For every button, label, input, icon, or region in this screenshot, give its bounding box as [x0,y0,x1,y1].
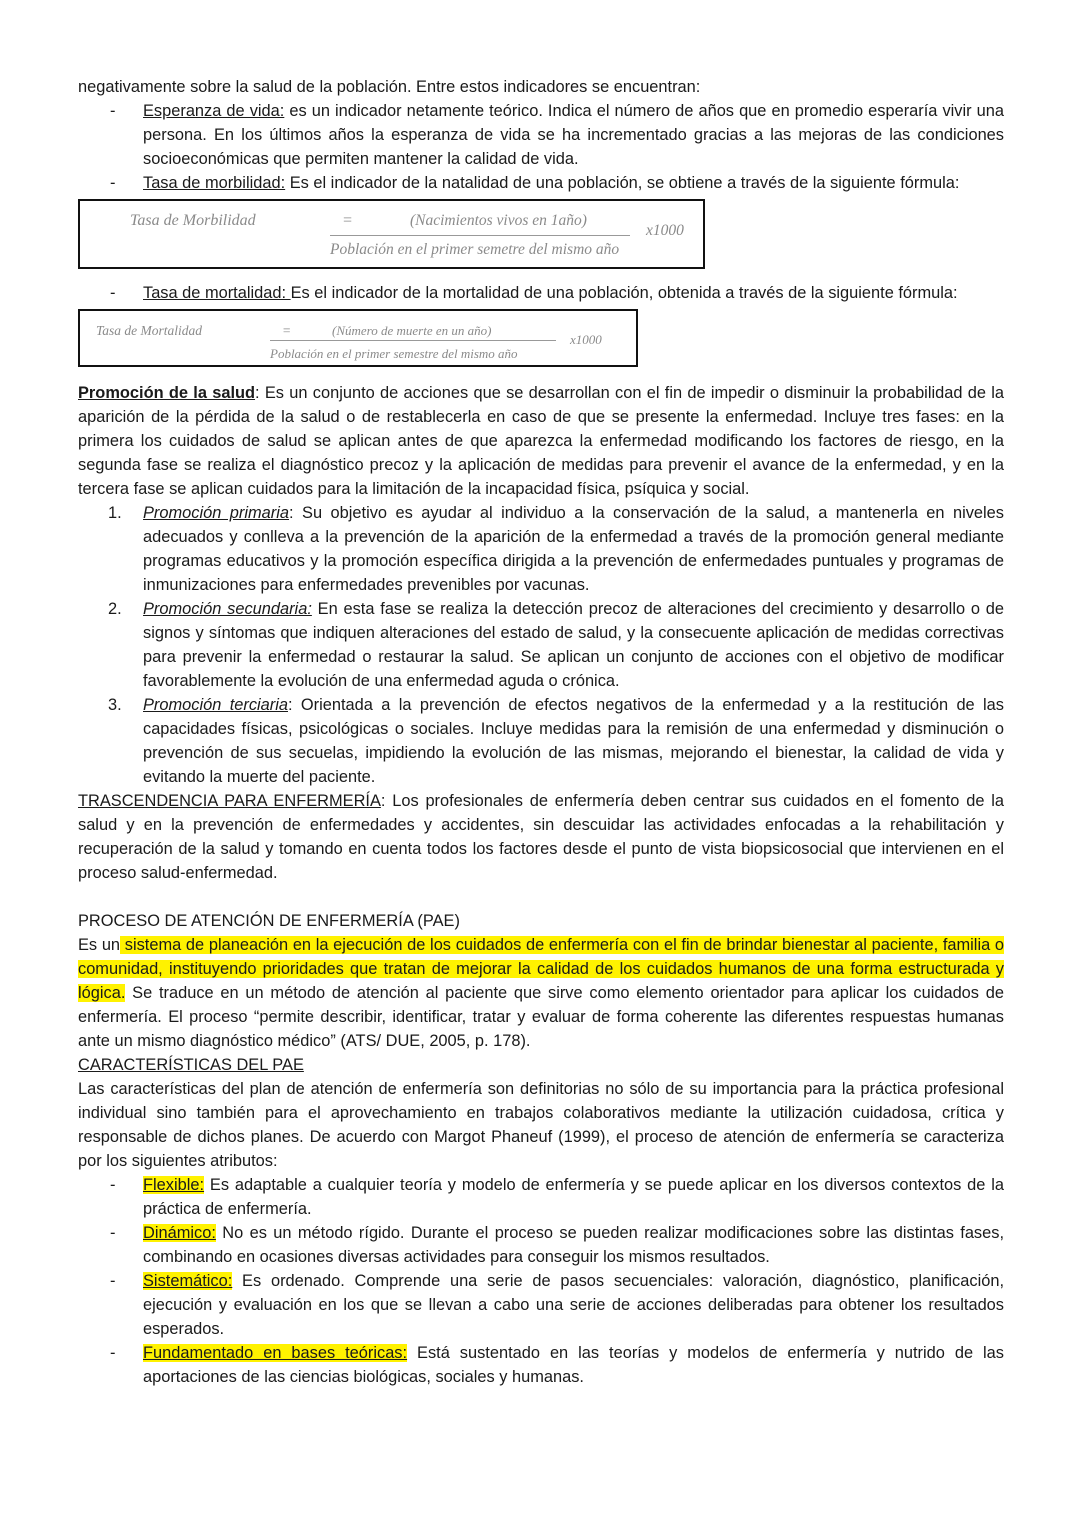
text-primaria: : Su objetivo es ayudar al individuo a la conservación de la salud, a mantenerla en niveles adecuados y conlleva a la prevención de la aparición de la enfermedad a través de la promoción general mediante programas educativos y la promoción específica dirigida a la prevención de enfermedades puntuales y programas de inmunizaciones para enfermedades prevenibles por vacunas. [143,504,1004,594]
formula-numerator: (Nacimientos vivos en 1año) [410,212,587,229]
pae-lead: Es un [78,936,121,954]
list-number: 2. [108,600,122,618]
formula-denominator: Población en el primer semestre del mismo año [270,346,518,361]
trascendencia-paragraph [78,789,1004,885]
trascendencia-text: : Los profesionales de enfermería deben centrar sus cuidados en el fomento de la salud y en la prevención de enfermedades y accidentes, sin descuidar las actividades enfocadas a la rehabilitación y recuperación de la salud y tomando en cuenta todos los factores desde el punto de vista biopsicosocial que intervienen en el proceso salud-enfermedad. [78,792,1004,882]
list-number: 3. [108,696,122,714]
document-page [78,75,1004,1389]
promocion-item-primaria [78,501,1004,597]
formula-numerator: (Número de muerte en un año) [332,323,492,338]
formula-denominator: Población en el primer semetre del mismo año [330,241,620,258]
pae-title: PROCESO DE ATENCIÓN DE ENFERMERÍA (PAE) [78,912,460,930]
fraction-bar [270,340,556,341]
trascendencia-title: TRASCENDENCIA PARA ENFERMERÍA [78,792,381,810]
term-morbilidad: Tasa de morbilidad: [143,174,286,192]
text-dinamico: No es un método rígido. Durante el proceso se pueden realizar modificaciones sobre las distintas fases, combinando en ocasiones diversas actividades para conseguir los mismos resultados. [143,1224,1004,1266]
list-dash: - [110,1344,116,1362]
list-item-dinamico [78,1221,1004,1269]
promocion-text: : Es un conjunto de acciones que se desarrollan con el fin de impedir o disminuir la probabilidad de la aparición de la pérdida de la salud o de restablecerla en caso de que se presente la enfermedad. Incluye tres fases: en la primera los cuidados de salud se aplican antes de que aparezca la enfermedad modificando los factores de riesgo, en la segunda fase se realiza el diagnóstico precoz y la aplicación de medidas para prevenir el avance de la enfermedad, y en la tercera fase se aplican cuidados para la limitación de la incapacidad física, psíquica y social. [78,384,1004,498]
list-dash: - [110,1272,116,1290]
term-fundamentado: Fundamentado en bases teóricas: [143,1344,408,1362]
list-dash: - [110,284,116,302]
text-esperanza: es un indicador netamente teórico. Indica el número de años que en promedio esperaría vivir una persona. En los últimos años la esperanza de vida se ha incrementado gracias a las mejoras de las condiciones socioeconómicas que permiten mantener la calidad de vida. [143,102,1004,168]
text-terciaria: : Orientada a la prevención de efectos negativos de la enfermedad y a la restitución de las capacidades físicas, psicológicas o sociales. Incluye medidas para la remisión de una enfermedad y disminución o prevención de sus secuelas, impidiendo la evolución de las mismas, mejorando el bienestar, la calidad de vida y evitando la muerte del paciente. [143,696,1004,786]
list-item-morbilidad [78,171,1004,195]
term-dinamico: Dinámico: [143,1224,216,1242]
formula-equals: = [342,212,353,229]
caracteristicas-paragraph: Las características del plan de atención de enfermería son definitorias no sólo de su importancia para la práctica profesional individual sino también para el aprovechamiento en trabajos colaborativos mediante la utilización cuidadosa, crítica y responsable de dichos planes. De acuerdo con Margot Phaneuf (1999), el proceso de atención de enfermería se caracteriza por los siguientes atributos: [78,1080,1004,1170]
promocion-item-terciaria [78,693,1004,789]
promocion-title: Promoción de la salud [78,384,256,402]
term-esperanza: Esperanza de vida: [143,102,285,120]
text-sistematico: Es ordenado. Comprende una serie de pasos secuenciales: valoración, diagnóstico, planificación, ejecución y evaluación en los que se llevan a cabo una serie de acciones deliberadas para obtener los resultados esperados. [143,1272,1004,1338]
spacer [78,885,1004,909]
term-flexible: Flexible: [143,1176,205,1194]
formula-label: Tasa de Morbilidad [130,212,256,229]
list-item-sistematico [78,1269,1004,1341]
formula-morbilidad [78,199,705,269]
list-dash: - [110,1176,116,1194]
list-item-fundamentado [78,1341,1004,1389]
text-morbilidad: Es el indicador de la natalidad de una población, se obtiene a través de la siguiente fórmula: [285,174,960,192]
formula-multiplier: x1000 [570,332,602,347]
list-item-flexible [78,1173,1004,1221]
list-dash: - [110,1224,116,1242]
list-dash: - [110,102,116,120]
text-secundaria: En esta fase se realiza la detección precoz de alteraciones del crecimiento y desarrollo o de signos y síntomas que indiquen alteraciones del estado de salud, y la consecuente aplicación de medidas correctivas para prevenir la enfermedad o restaurar la salud. Se aplican un conjunto de acciones con el objetivo de modificar favorablemente la evolución de una enfermedad aguda o crónica. [143,600,1004,690]
term-sistematico: Sistemático: [143,1272,233,1290]
formula-mortalidad [78,309,638,367]
text-mortalidad: Es el indicador de la mortalidad de una población, obtenida a través de la siguiente fórmula: [290,284,958,302]
list-dash: - [110,174,116,192]
promocion-paragraph [78,381,1004,501]
formula-equals: = [282,323,292,338]
list-item-esperanza [78,99,1004,171]
term-primaria: Promoción primaria [143,504,290,522]
term-secundaria: Promoción secundaria: [143,600,312,618]
formula-multiplier: x1000 [646,222,684,239]
fraction-bar [330,235,630,236]
term-mortalidad: Tasa de mortalidad: [143,284,291,302]
list-number: 1. [108,504,122,522]
caracteristicas-title: CARACTERÍSTICAS DEL PAE [78,1056,304,1074]
promocion-item-secundaria [78,597,1004,693]
intro-line: negativamente sobre la salud de la población. Entre estos indicadores se encuentran: [78,78,701,96]
text-flexible: Es adaptable a cualquier teoría y modelo de enfermería y se puede aplicar en los diversos contextos de la práctica de enfermería. [143,1176,1004,1218]
pae-highlight: sistema de planeación en la ejecución de los cuidados de enfermería con el fin de brindar bienestar al paciente, familia o comunidad, instituyendo prioridades que tratan de mejorar la calidad de los cuidados humanos de una forma estructurada y lógica. [78,936,1005,1002]
formula-label: Tasa de Mortalidad [96,323,203,338]
list-item-mortalidad [78,281,1004,305]
term-terciaria: Promoción terciaria [143,696,288,714]
text-fundamentado: Está sustentado en las teorías y modelos de enfermería y nutrido de las aportaciones de las ciencias biológicas, sociales y humanas. [143,1344,1004,1386]
pae-paragraph [78,933,1004,1053]
pae-rest: Se traduce en un método de atención al paciente que sirve como elemento orientador para aplicar los cuidados de enfermería. El proceso “permite describir, identificar, tratar y evaluar de forma coherente las diferentes respuestas humanas ante un mismo diagnóstico médico” (ATS/ DUE, 2005, p. 178). [78,984,1004,1050]
